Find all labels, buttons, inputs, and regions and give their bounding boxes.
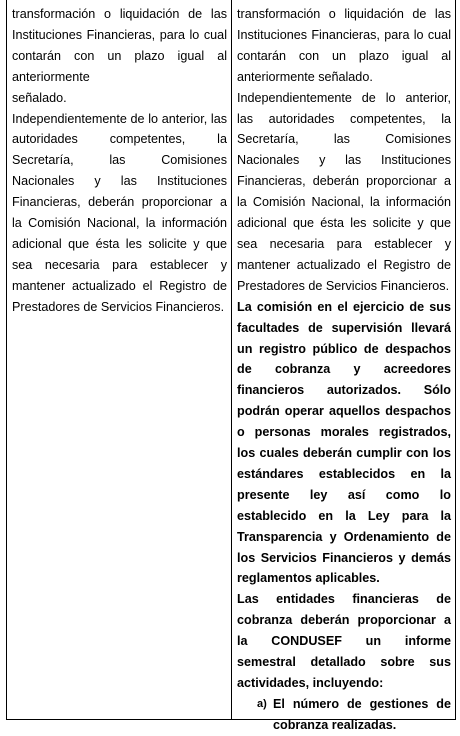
right-column: [232, 0, 455, 732]
list-item: [257, 694, 451, 736]
right-paragraph-1: transformación o liquidación de las Instituciones Financieras, para lo cual contarán con un plazo igual al anteriormente señalado.: [237, 7, 451, 84]
right-bold-paragraph-2: Las entidades financieras de cobranza deberán proporcionar a la CONDUSEF un informe semestral detallado sobre sus actividades, incluyendo:: [237, 592, 451, 690]
list-marker: a): [257, 697, 267, 710]
comparison-table: [6, 0, 456, 732]
left-column: [7, 0, 232, 719]
right-paragraph-2: Independientemente de lo anterior, las autoridades competentes, la Secretaría, las Comisiones Nacionales y las Instituciones Financieras, deberán proporcionar a la Comisión Nacional, la información adicional que ésta les solicite y que sea necesaria para establecer y mantener actualizado el Registro de Prestadores de Servicios Financieros.: [237, 90, 451, 293]
left-paragraph-3: Independientemente de lo anterior, las autoridades competentes, la Secretaría, las Comisiones Nacionales y las Instituciones Financieras, deberán proporcionar a la Comisión Nacional, la información adicional que ésta les solicite y que sea necesaria para establecer y mantener actualizado el Registro de Prestadores de Servicios Financieros.: [12, 111, 227, 314]
left-paragraph-1: transformación o liquidación de las Instituciones Financieras, para lo cual contarán con un plazo igual al anteriormente: [12, 7, 227, 84]
list-item-text: El número de gestiones de cobranza realizadas.: [273, 696, 451, 732]
right-bold-paragraph-1: La comisión en el ejercicio de sus facultades de supervisión llevará un registro público de despachos de cobranza y acreedores financieros autorizados. Sólo podrán operar aquellos despachos o personas morales registrados, los cuales deberán cumplir con los estándares establecidos en la presente ley así como lo establecido en la Ley para la Transparencia y Ordenamiento de los Servicios Financieros y demás reglamentos aplicables.: [237, 299, 451, 586]
left-paragraph-2: señalado.: [12, 90, 67, 105]
